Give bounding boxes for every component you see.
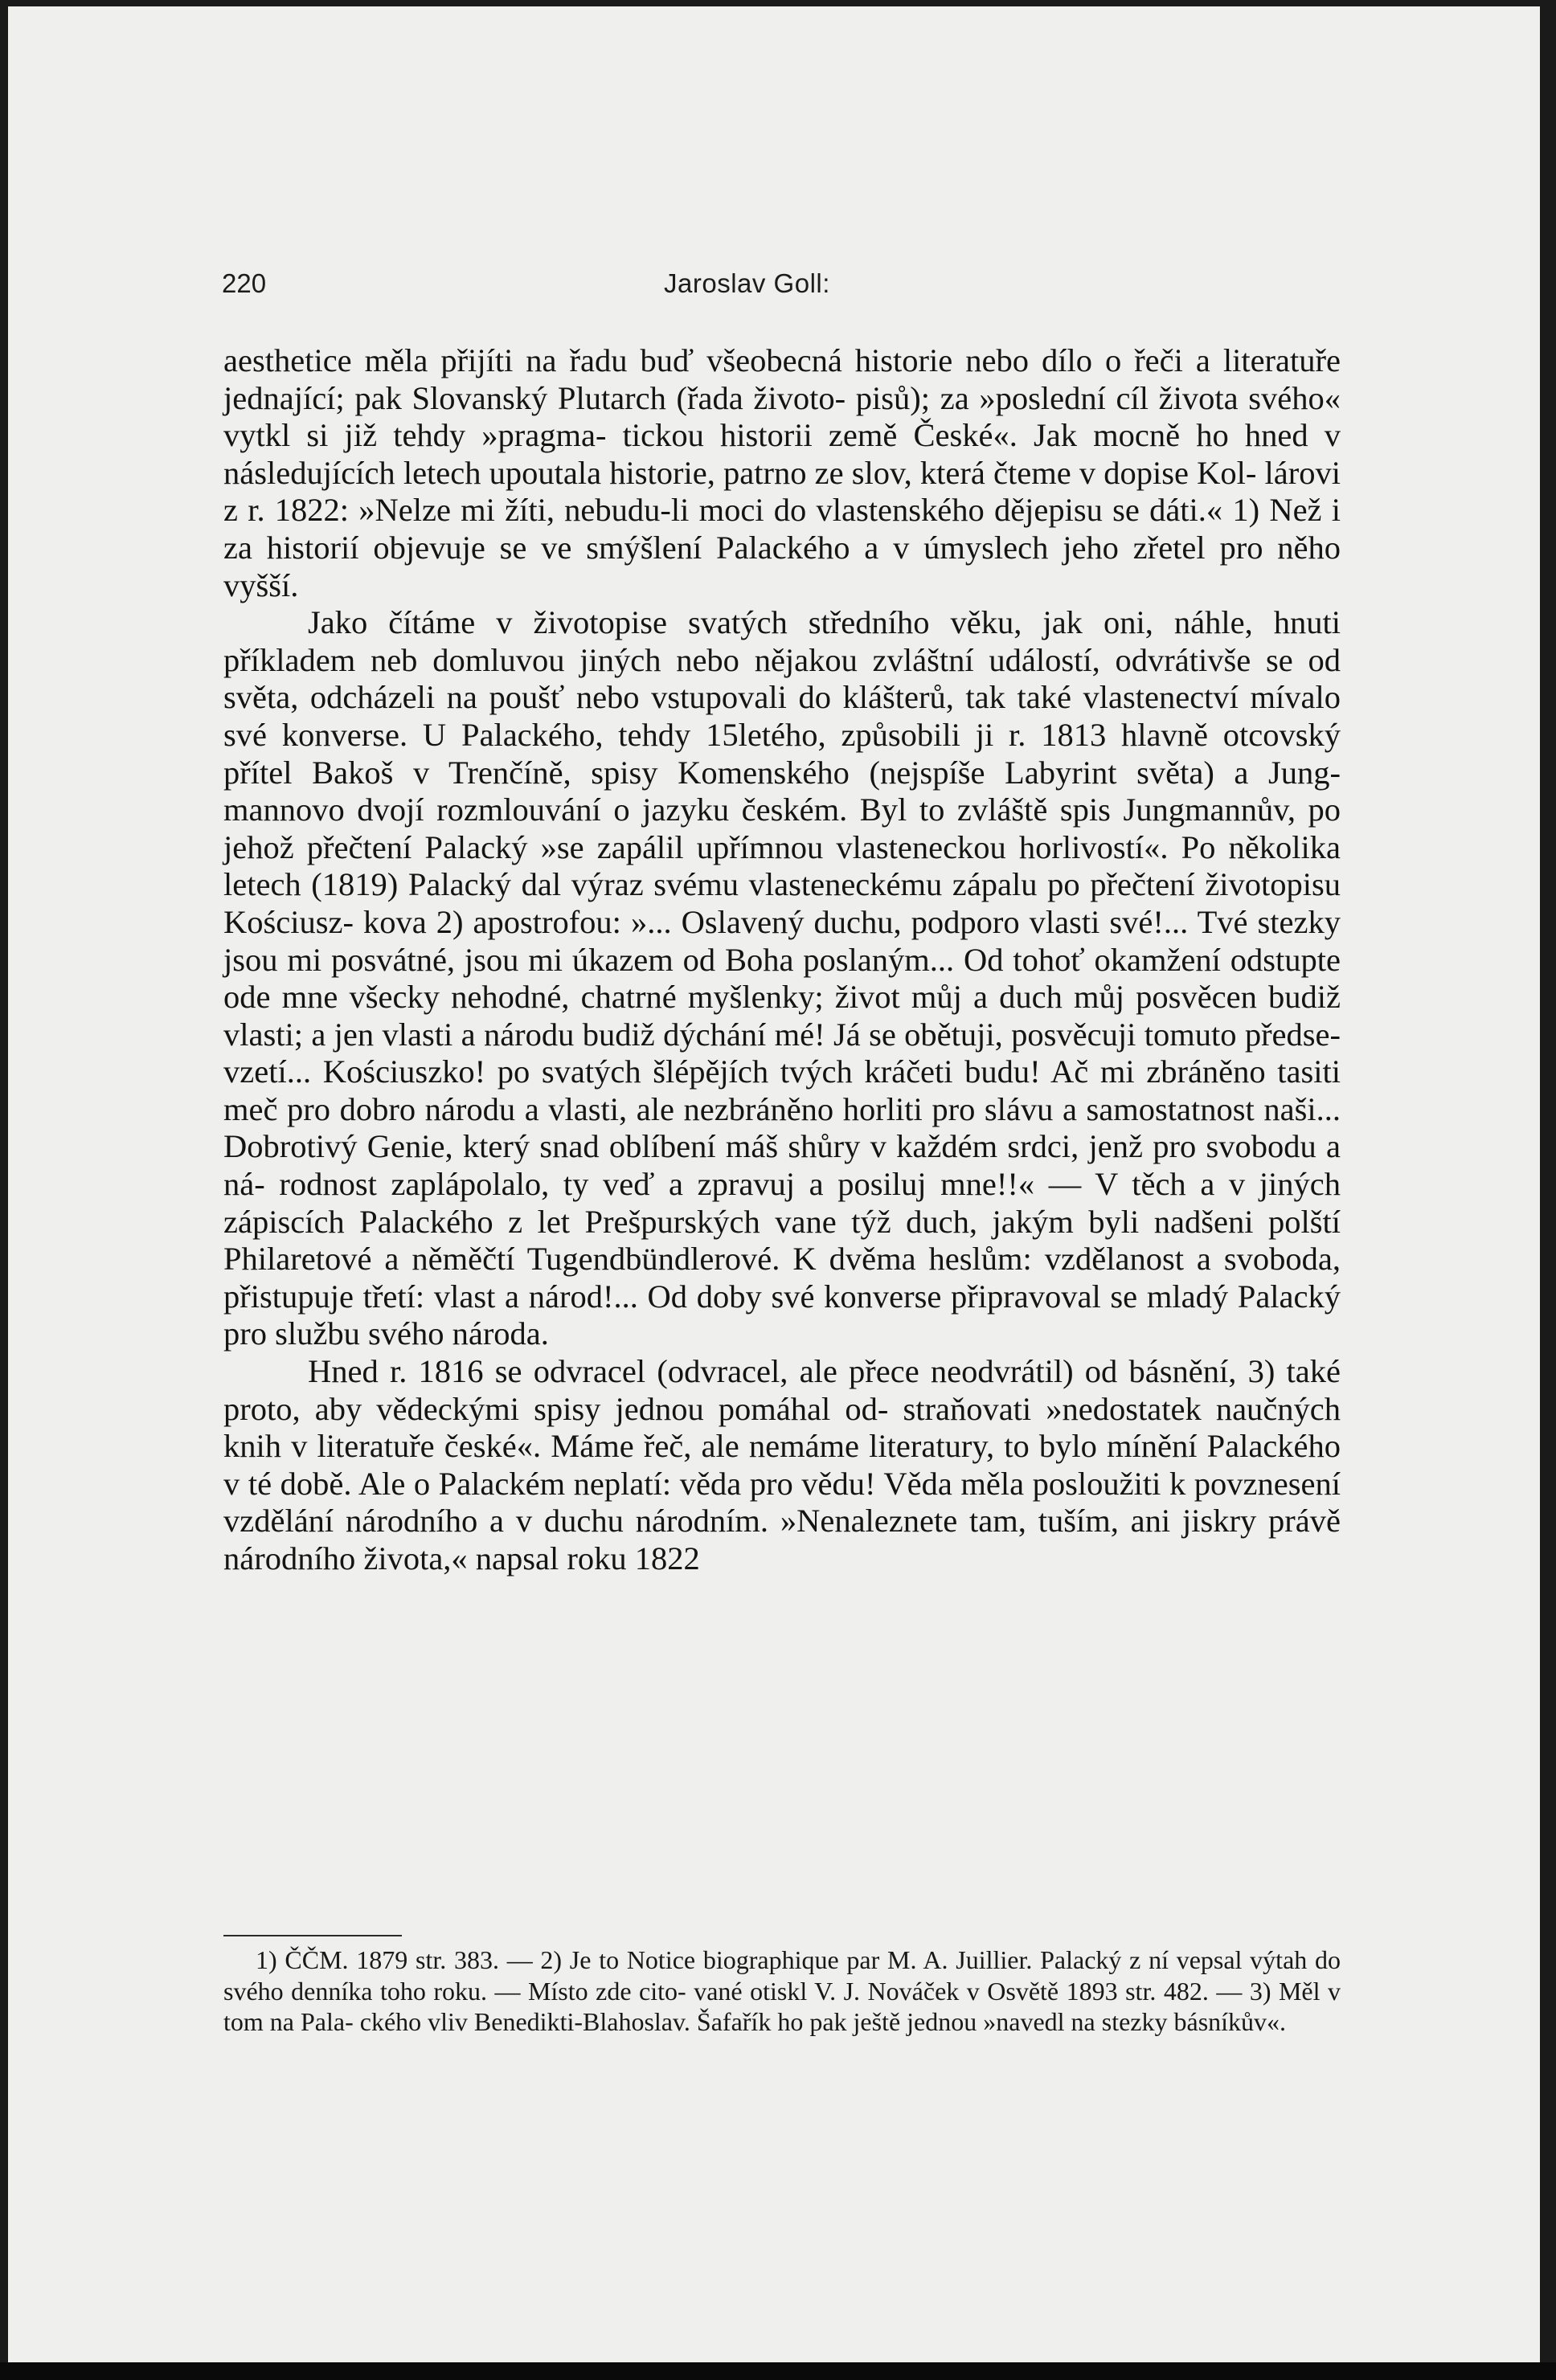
footnote-line: vané otiskl V. J. Nováček v Osvětě 1893 str. 482. — 3) Měl v tom na Pala-	[223, 1976, 1341, 2036]
line: Jungmannův, po jehož přečtení Palacký »se zapálil upřímnou	[223, 791, 1341, 865]
footnotes	[223, 1944, 1341, 2038]
line: k povznesení vzdělání národního a v duchu národním. »Nenaleznete	[223, 1465, 1341, 1540]
line: tehdy 15letého, způsobili ji r. 1813 hlavně otcovský přítel Bakoš	[223, 716, 1341, 791]
line: kova 2) apostrofou: »... Oslavený duchu, podporo vlasti své!...	[362, 903, 1198, 940]
line: Ale o Palackém neplatí: věda pro vědu! Věda měla posloužiti	[358, 1465, 1169, 1502]
paragraph-2	[223, 604, 1341, 1353]
page-number: 220	[222, 268, 267, 298]
line: Od tohoť okamžení odstupte ode mne všecky nehodné, chatrné	[223, 941, 1341, 1016]
line: událostí, odvrátivše se od světa, odcházeli na poušť nebo vstupovali	[223, 641, 1341, 716]
line: snad oblíbení máš shůry v každém srdci, jenž pro svobodu a ná-	[223, 1128, 1341, 1203]
line: pisů); za »poslední cíl života svého« vytkl si již tehdy »pragma-	[223, 379, 1341, 454]
line: lárovi z r. 1822: »Nelze mi žíti, nebudu-li moci do vlastenského	[223, 454, 1341, 529]
line: straňovati »nedostatek naučných knih v literatuře české«. Máme	[223, 1390, 1341, 1465]
line: vzetí... Kościuszko! po svatých šlépějích tvých kráčeti budu! Ač	[223, 1053, 1100, 1090]
page-header	[214, 268, 1341, 301]
line: řeč, ale nemáme literatury, to bylo mínění Palackého v té době.	[223, 1428, 1341, 1502]
line: letech upoutala historie, patrno ze slov, která čteme v dopise Kol-	[403, 454, 1265, 491]
footnote-line: básníkův«.	[1173, 2007, 1287, 2036]
line: o řeči a literatuře jednající; pak Slovanský Plutarch (řada životo-	[223, 342, 1341, 416]
line: jakým byli nadšeni polští Philaretové a něměčtí Tugendbündlerové.	[223, 1203, 1341, 1278]
line: Hned r. 1816 se odvracel (odvracel, ale přece neodvrátil) od	[308, 1353, 1129, 1390]
footnote-line: 1) ČČM. 1879 str. 383. — 2) Je to Notice biographique par M. A. Juillier.	[256, 1945, 1041, 1974]
line: Jako čítáme v životopise svatých středního věku, jak oni,	[308, 604, 1174, 641]
line: v Trenčíně, spisy Komenského (nejspíše Labyrint světa) a Jung-	[412, 754, 1341, 791]
line: a v jiných zápiscích Palackého z let Prešpurských vane týž duch,	[223, 1166, 1341, 1240]
line: myšlenky; život můj a duch můj posvěcen budiž vlasti; a jen vlasti	[223, 979, 1341, 1053]
running-head: Jaroslav Goll:	[664, 268, 830, 298]
line: tam, tuším, ani jiskry právě národního života,« napsal roku 1822	[223, 1503, 1341, 1576]
line: horliti pro slávu a samostatnost naši... Dobrotivý Genie, který	[223, 1090, 1341, 1165]
line: mannovo dvojí rozmlouvání o jazyku českém. Byl to zvláště spis	[223, 791, 1124, 828]
line: tickou historii země České«. Jak mocně ho hned v následujících	[223, 417, 1341, 491]
paragraph-1	[223, 342, 1341, 604]
scanned-page	[8, 6, 1540, 2369]
line: národ!... Od doby své konverse připravoval se mladý Palacký	[528, 1278, 1341, 1315]
scan-bottom-edge	[0, 2362, 1556, 2380]
footnote-block	[223, 1944, 1341, 2038]
body-text	[223, 342, 1341, 1578]
line: náhle, hnuti příkladem neb domluvou jiných nebo nějakou zvláštní	[223, 604, 1341, 678]
line: do klášterů, tak také vlastenectví mívalo své konverse. U Palackého,	[223, 679, 1341, 753]
line: Tvé stezky jsou mi posvátné, jsou mi úkazem od Boha poslaným...	[223, 903, 1341, 978]
line: pro službu svého národa.	[223, 1315, 549, 1352]
line: básnění, 3) také proto, aby vědeckými spisy jednou pomáhal od-	[223, 1353, 1341, 1427]
paragraph-3	[223, 1353, 1341, 1578]
line: vlasteneckou horlivostí«. Po několika letech (1819) Palacký dal	[223, 828, 1341, 903]
footnote-divider	[223, 1935, 402, 1936]
line: K dvěma heslům: vzdělanost a svoboda, přistupuje třetí: vlast a	[223, 1241, 1341, 1315]
footnote-line: ckého vliv Benedikti-Blahoslav. Šafařík ho pak ještě jednou »navedl na stezky	[359, 2007, 1174, 2036]
line: rodnost zaplápolalo, ty veď a zpravuj a posiluj mne!!« — V těch	[279, 1166, 1201, 1203]
line: aesthetice měla přijíti na řadu buď všeobecná historie nebo dílo	[223, 342, 1105, 378]
footnote-line: Palacký z ní vepsal výtah do svého denníka toho roku. — Místo zde cito-	[223, 1945, 1341, 2006]
line: dějepisu se dáti.« 1) Než i za historií objevuje se ve smýšlení	[223, 492, 1341, 566]
line: výraz svému vlasteneckému zápalu po přečtení životopisu Kościusz-	[223, 866, 1341, 940]
line: Palackého a v úmyslech jeho zřetel pro něho vyšší.	[223, 529, 1341, 603]
line: mi zbráněno tasiti meč pro dobro národu a vlasti, ale nezbráněno	[223, 1053, 1341, 1127]
line: a národu budiž dýchání mé! Já se obětuji, posvěcuji tomuto předse-	[461, 1016, 1341, 1053]
